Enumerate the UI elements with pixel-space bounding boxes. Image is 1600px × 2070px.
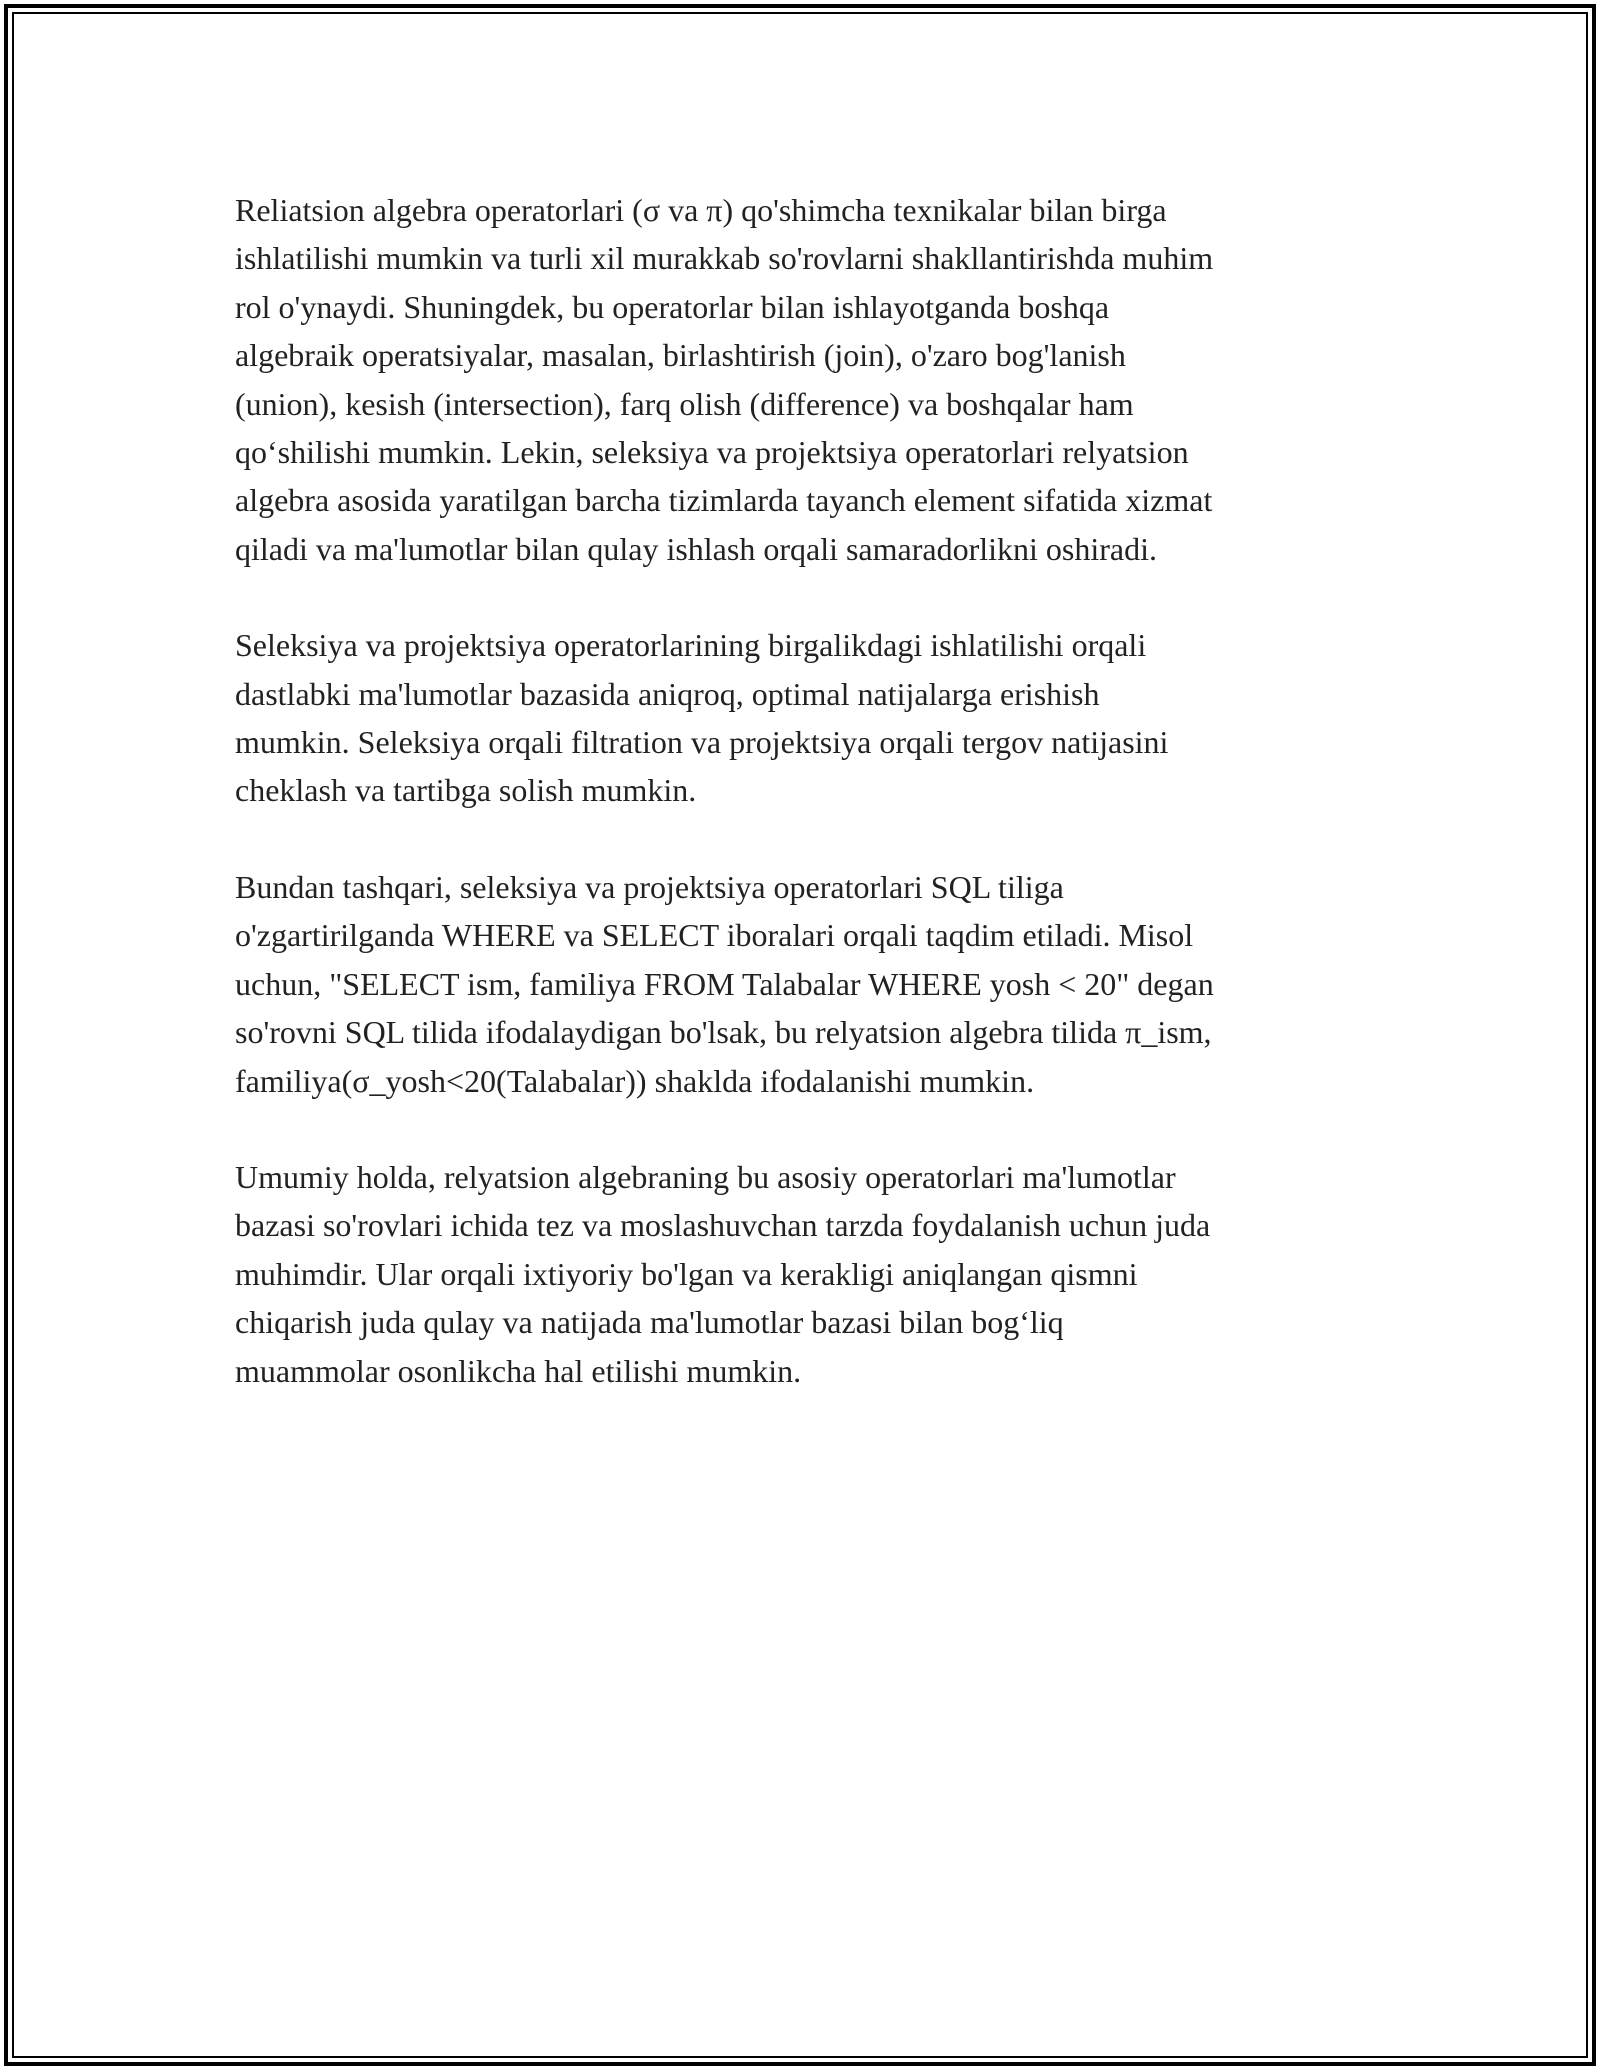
paragraph-3 [235, 863, 1380, 1105]
text-line: o'zgartirilganda WHERE va SELECT iboralari orqali taqdim etiladi. Misol [235, 917, 1194, 954]
text-line: cheklash va tartibga solish mumkin. [235, 772, 697, 809]
text-line: dastlabki ma'lumotlar bazasida aniqroq, optimal natijalarga erishish [235, 675, 1100, 712]
text-line: algebraik operatsiyalar, masalan, birlashtirish (join), o'zaro bog'lanish [235, 337, 1126, 374]
text-line: rol o'ynaydi. Shuningdek, bu operatorlar bilan ishlayotganda boshqa [235, 288, 1110, 325]
text-line: Reliatsion algebra operatorlari (σ va π) qo'shimcha texnikalar bilan birga [235, 192, 1167, 228]
text-line: mumkin. Seleksiya orqali filtration va projektsiya orqali tergov natijasini [235, 724, 1169, 761]
text-line: Seleksiya va projektsiya operatorlarining birgalikdagi ishlatilishi orqali [235, 627, 1147, 664]
text-line: muhimdir. Ular orqali ixtiyoriy bo'lgan va kerakligi aniqlangan qismni [235, 1255, 1138, 1292]
text-line: qo‘shilishi mumkin. Lekin, seleksiya va projektsiya operatorlari relyatsion [235, 434, 1189, 471]
text-line: so'rovni SQL tilida ifodalaydigan bo'lsak, bu relyatsion algebra tilida π_ism, [235, 1014, 1212, 1051]
text-line: Umumiy holda, relyatsion algebraning bu asosiy operatorlari ma'lumotlar [235, 1158, 1176, 1195]
paragraph-2 [235, 621, 1380, 815]
document-body [235, 186, 1380, 1443]
text-line: muammolar osonlikcha hal etilishi mumkin. [235, 1352, 802, 1389]
text-line: chiqarish juda qulay va natijada ma'lumotlar bazasi bilan bog‘liq [235, 1304, 1064, 1341]
text-line: algebra asosida yaratilgan barcha tizimlarda tayanch element sifatida xizmat [235, 482, 1213, 519]
text-line: qiladi va ma'lumotlar bilan qulay ishlash orqali samaradorlikni oshiradi. [235, 530, 1157, 567]
text-line: (union), kesish (intersection), farq olish (difference) va boshqalar ham [235, 385, 1134, 422]
text-line: Bundan tashqari, seleksiya va projektsiya operatorlari SQL tiliga [235, 868, 1064, 905]
text-line: ishlatilishi mumkin va turli xil murakkab so'rovlarni shakllantirishda muhim [235, 240, 1214, 277]
text-line: uchun, "SELECT ism, familiya FROM Talabalar WHERE yosh < 20" degan [235, 965, 1214, 1002]
text-line: familiya(σ_yosh<20(Talabalar)) shaklda ifodalanishi mumkin. [235, 1062, 1035, 1099]
paragraph-1 [235, 186, 1380, 573]
text-line: bazasi so'rovlari ichida tez va moslashuvchan tarzda foydalanish uchun juda [235, 1207, 1211, 1244]
paragraph-4 [235, 1153, 1380, 1395]
